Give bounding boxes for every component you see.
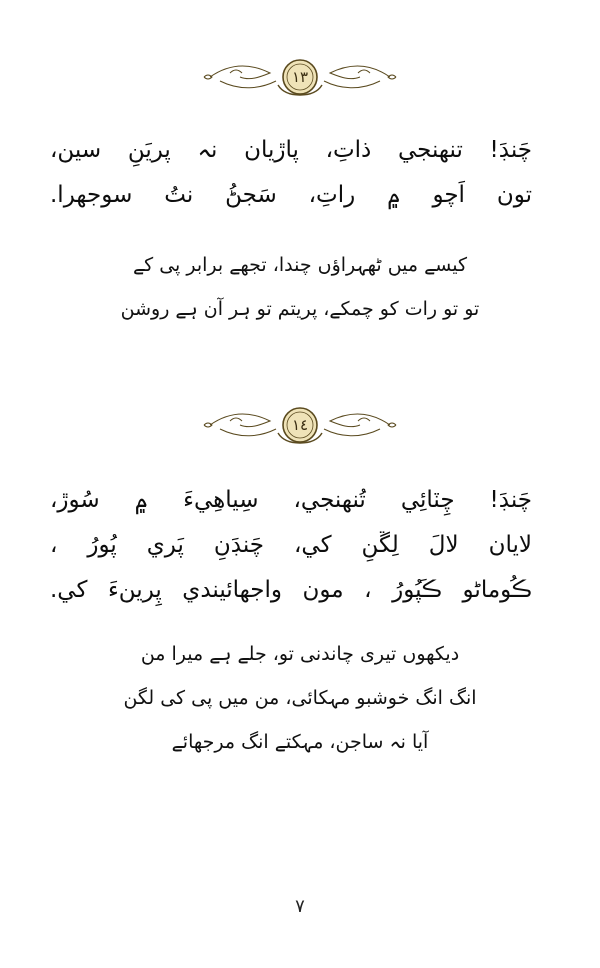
verse-line: ڪُوماڻو ڪَپُورُ ، مون واجهائيندي پِرينءَ کي. [50, 577, 532, 603]
translation-line: آیا نہ ساجن، مہکتے انگ مرجھائے [171, 731, 429, 753]
section-number: ١٣ [291, 68, 309, 86]
verse-line: چَنڊَ! چِٽائِي تُنهنجي، سِياهِيءَ ۾ سُوڙ، [50, 487, 532, 513]
verse-line: لايان لالَ لِڱنِ کي، چَنڊَنِ پَري پُورُ ، [50, 532, 532, 558]
translation-line: تو تو رات کو چمکے، پریتم تو ہر آن ہے روشن [120, 298, 480, 320]
section-ornament-14 [200, 403, 400, 447]
urdu-translation-2 [0, 632, 600, 764]
verse-line: تون اَچو ۾ راتِ، سَجڻُ نتُ سوجهرا. [50, 182, 532, 208]
translation-line: انگ انگ خوشبو مہکائی، من میں پی کی لگن [123, 687, 477, 709]
urdu-translation-1 [0, 243, 600, 331]
section-ornament-13 [200, 55, 400, 99]
page-number: ٧ [295, 896, 305, 917]
translation-line: دیکھوں تیری چاندنی تو، جلے ہے میرا من [140, 643, 460, 665]
section-number: ١٤ [291, 416, 309, 434]
translation-line: کیسے میں ٹھہراؤں چندا، تجھے برابر پی کے [132, 254, 467, 276]
verse-line: چَنڊَ! تنهنجي ذاتِ، پاڙيان نہ پريَنِ سين، [50, 137, 532, 163]
sindhi-verse-2 [50, 478, 532, 613]
sindhi-verse-1 [50, 128, 532, 218]
